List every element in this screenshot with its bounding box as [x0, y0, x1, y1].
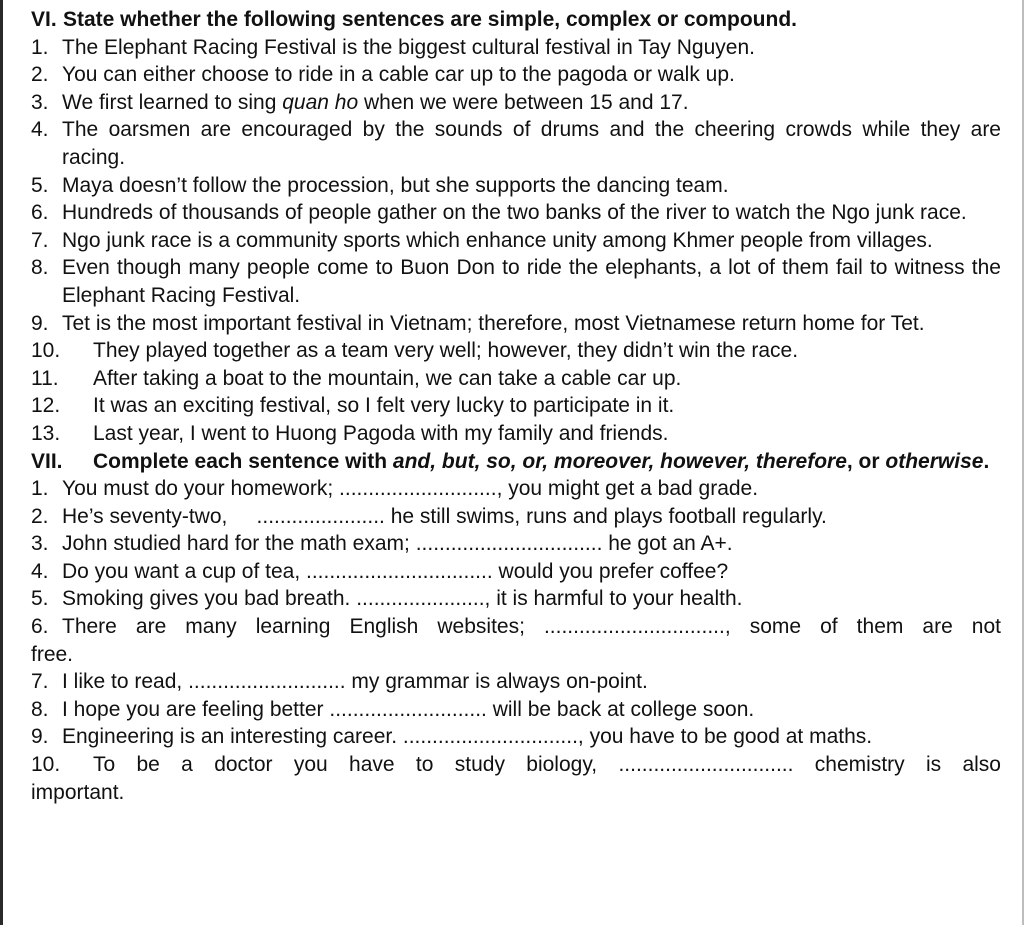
section-vii-title — [93, 448, 1001, 476]
item-text — [62, 89, 1001, 117]
item-number: 2. — [31, 63, 49, 87]
list-item — [31, 365, 1001, 393]
list-item — [31, 475, 1001, 503]
item-text: Tet is the most important festival in Vietnam; therefore, most Vietnamese return home for Tet. — [62, 311, 925, 335]
list-item — [31, 420, 1001, 448]
list-item — [31, 585, 1001, 613]
answer-blank: ............................... — [543, 615, 725, 639]
item-after: will be back at college soon. — [486, 697, 755, 721]
item-after: , you might get a bad grade. — [496, 477, 759, 501]
item-before: I like to read, — [62, 670, 189, 694]
item-text: They played together as a team very well; however, they didn’t win the race. — [93, 339, 799, 363]
answer-blank: .............................. — [402, 725, 578, 749]
answer-blank: ........................... — [188, 670, 346, 694]
section-vii-title-pre: Complete each sentence with — [93, 449, 393, 473]
item-after: , it is harmful to your health. — [484, 587, 743, 611]
item-before: Do you want a cup of tea, — [62, 559, 306, 583]
item-text-italic: quan ho — [282, 90, 359, 114]
item-number: 13. — [31, 421, 61, 445]
list-item — [31, 723, 1001, 751]
item-after: he still swims, runs and plays football regularly. — [384, 504, 827, 528]
item-number: 9. — [31, 311, 49, 335]
item-number: 12. — [31, 394, 61, 418]
list-item — [31, 61, 1001, 89]
item-number: 4. — [31, 559, 49, 583]
list-item — [31, 503, 1001, 531]
section-vii-title-end: . — [983, 449, 990, 473]
item-text: The oarsmen are encouraged by the sounds of drums and the cheering crowds while they are racing. — [62, 118, 1001, 169]
item-text-pre: We first learned to sing — [62, 90, 283, 114]
answer-blank: ...................... — [256, 504, 385, 528]
list-item — [31, 613, 1001, 641]
item-text — [93, 751, 1001, 779]
section-vi-heading — [31, 6, 1001, 34]
list-item — [31, 34, 1001, 62]
item-before: You must do your homework; — [62, 477, 340, 501]
item-number: 11. — [31, 366, 59, 390]
item-text — [62, 613, 1001, 641]
answer-blank: ...................... — [356, 587, 485, 611]
item-number: 10. — [31, 753, 61, 777]
item-number: 5. — [31, 587, 49, 611]
item-number: 3. — [31, 532, 49, 556]
answer-blank: ................................ — [415, 532, 603, 556]
list-item — [31, 392, 1001, 420]
list-item — [31, 558, 1001, 586]
item-text — [62, 475, 1001, 503]
answer-blank: ................................ — [305, 559, 493, 583]
item-number: 10. — [31, 339, 61, 363]
list-item — [31, 199, 1001, 227]
item-text — [62, 503, 1001, 531]
item-text — [62, 558, 1001, 586]
item-text-post: when we were between 15 and 17. — [358, 90, 689, 114]
item-text: After taking a boat to the mountain, we can take a cable car up. — [93, 366, 682, 390]
item-before: John studied hard for the math exam; — [62, 532, 416, 556]
item-number: 8. — [31, 256, 49, 280]
item-text: Maya doesn’t follow the procession, but she supports the dancing team. — [62, 173, 729, 197]
item-before: I hope you are feeling better — [62, 697, 330, 721]
section-vi-title: State whether the following sentences are simple, complex or compound. — [63, 8, 797, 31]
item-number: 2. — [31, 504, 49, 528]
section-vii-title-mid: , or — [846, 449, 880, 473]
section-vii-title-words: and, but, so, or, moreover, however, therefore — [392, 449, 847, 473]
item-text: Last year, I went to Huong Pagoda with my family and friends. — [93, 421, 669, 445]
section-vii-title-last: otherwise — [885, 449, 984, 473]
item-number: 6. — [31, 201, 49, 225]
item-text: The Elephant Racing Festival is the biggest cultural festival in Tay Nguyen. — [62, 35, 755, 59]
item-after: my grammar is always on-point. — [345, 670, 648, 694]
list-item — [31, 254, 1001, 309]
list-item — [31, 172, 1001, 200]
list-item — [31, 310, 1001, 338]
item-before: Engineering is an interesting career. — [62, 725, 403, 749]
section-vii-heading — [31, 448, 1001, 476]
item-number: 4. — [31, 118, 49, 142]
answer-blank: .............................. — [618, 753, 794, 777]
item-number: 1. — [31, 35, 49, 59]
item-number: 3. — [31, 90, 49, 114]
item-number: 7. — [31, 670, 49, 694]
item-number: 6. — [31, 615, 49, 639]
item-number: 5. — [31, 173, 49, 197]
list-item — [31, 89, 1001, 117]
list-item — [31, 116, 1001, 171]
item-text — [62, 668, 1001, 696]
item-text — [62, 530, 1001, 558]
list-item — [31, 227, 1001, 255]
item-before: He’s seventy-two, — [62, 504, 257, 528]
item-text — [62, 585, 1001, 613]
item-number: 1. — [31, 477, 49, 501]
list-item — [31, 696, 1001, 724]
item-text: You can either choose to ride in a cable car up to the pagoda or walk up. — [62, 63, 735, 87]
list-item — [31, 668, 1001, 696]
item-before: Smoking gives you bad breath. — [62, 587, 357, 611]
answer-blank: ........................... — [329, 697, 487, 721]
item-after: would you prefer coffee? — [492, 559, 729, 583]
item-after: chemistry is also — [793, 753, 1001, 777]
item-before: To be a doctor you have to study biology, — [93, 753, 619, 777]
list-item — [31, 337, 1001, 365]
answer-blank: ........................... — [339, 477, 497, 501]
item-text: It was an exciting festival, so I felt very lucky to participate in it. — [93, 394, 675, 418]
item-text: Hundreds of thousands of people gather on the two banks of the river to watch the Ngo junk race. — [62, 201, 967, 225]
item-after: , you have to be good at maths. — [577, 725, 873, 749]
item-before: There are many learning English websites; — [62, 615, 544, 639]
item-wrap-text: important. — [31, 780, 125, 804]
item-wrap-text: free. — [31, 642, 74, 666]
item-number: 8. — [31, 697, 49, 721]
worksheet-content — [31, 6, 1001, 806]
item-text — [62, 696, 1001, 724]
item-text: Even though many people come to Buon Don to ride the elephants, a lot of them fail to witness the Elephant Racing Festival. — [62, 256, 1001, 307]
item-after: he got an A+. — [602, 532, 733, 556]
item-after: , some of them are not — [724, 615, 1001, 639]
item-number: 7. — [31, 228, 49, 252]
item-number: 9. — [31, 725, 49, 749]
list-item — [31, 530, 1001, 558]
list-item — [31, 751, 1001, 779]
item-text: Ngo junk race is a community sports which enhance unity among Khmer people from villages. — [62, 228, 933, 252]
section-vii-number: VII. — [31, 449, 63, 473]
section-vi-number: VI. — [31, 8, 57, 31]
item-text — [62, 723, 1001, 751]
